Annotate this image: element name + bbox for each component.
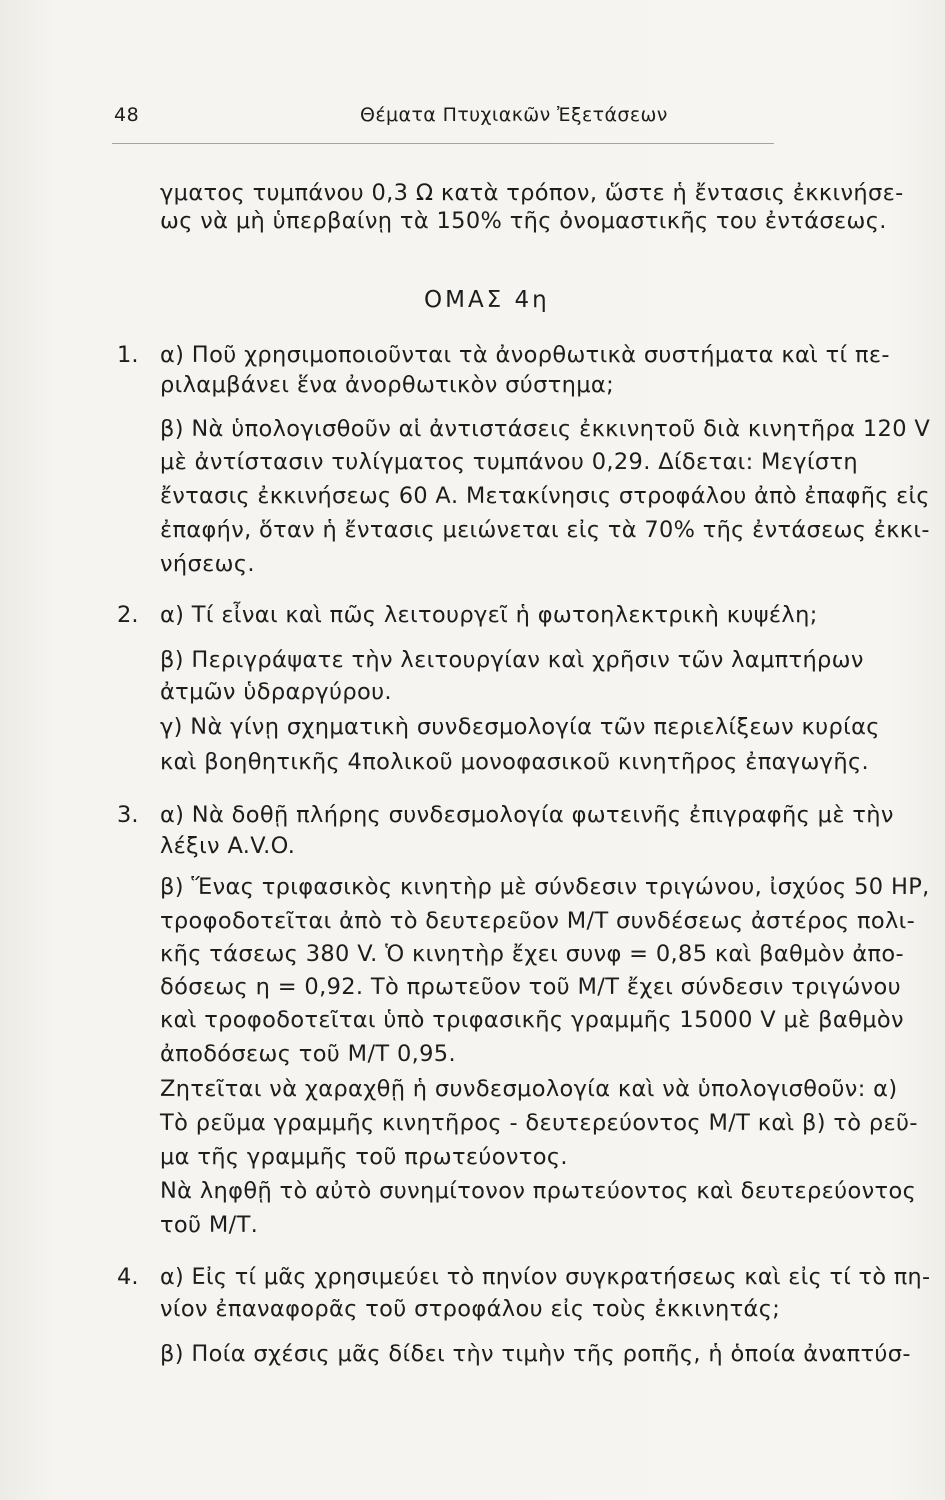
question-3b-line-3: κῆς τάσεως 380 V. Ὁ κινητὴρ ἔχει συνφ = 0,85 καὶ βαθμὸν ἀπο- [160,941,905,967]
question-3b-line-1: β) Ἕνας τριφασικὸς κινητὴρ μὲ σύνδεσιν τριγώνου, ἰσχύος 50 HP, [160,874,930,900]
question-2b-line-2: ἀτμῶν ὑδραργύρου. [160,679,392,705]
question-3-number: 3. [117,802,139,828]
question-3b-line-9: μα τῆς γραμμῆς τοῦ πρωτεύοντος. [160,1144,568,1170]
intro-line-1: γματος τυμπάνου 0,3 Ω κατὰ τρόπον, ὥστε ἡ ἔντασις ἐκκινήσε- [160,180,904,206]
question-3b-line-6: ἀποδόσεως τοῦ Μ/Τ 0,95. [160,1041,456,1067]
question-3b-line-5: καὶ τροφοδοτεῖται ὑπὸ τριφασικῆς γραμμῆς 15000 V μὲ βαθμὸν [160,1007,904,1033]
question-4-number: 4. [117,1264,139,1290]
question-1b-line-4: ἐπαφήν, ὅταν ἡ ἔντασις μειώνεται εἰς τὰ 70% τῆς ἐντάσεως ἐκκι- [160,517,930,543]
question-4a-line-2: νίον ἐπαναφορᾶς τοῦ στροφάλου εἰς τοὺς ἐκκινητάς; [160,1296,781,1322]
intro-line-2: ως νὰ μὴ ὑπερβαίνῃ τὰ 150% τῆς ὀνομαστικῆς του ἐντάσεως. [160,208,887,234]
question-3b-line-7: Ζητεῖται νὰ χαραχθῇ ἡ συνδεσμολογία καὶ νὰ ὑπολογισθοῦν: α) [160,1076,898,1102]
question-2c-line-1: γ) Νὰ γίνῃ σχηματικὴ συνδεσμολογία τῶν περιελίξεων κυρίας [160,714,880,740]
question-1b-line-3: ἔντασις ἐκκινήσεως 60 Α. Μετακίνησις στροφάλου ἀπὸ ἐπαφῆς εἰς [160,483,930,509]
question-3b-line-10: Νὰ ληφθῇ τὸ αὐτὸ συνημίτονον πρωτεύοντος καὶ δευτερεύοντος [160,1178,917,1204]
page-number: 48 [114,104,140,126]
question-1b-line-1: β) Νὰ ὑπολογισθοῦν αἱ ἀντιστάσεις ἐκκινητοῦ διὰ κινητῆρα 120 V [160,416,931,442]
running-title: Θέματα Πτυχιακῶν Ἐξετάσεων [360,104,668,126]
question-4a-line-1: α) Εἰς τί μᾶς χρησιμεύει τὸ πηνίον συγκρατήσεως καὶ εἰς τί τὸ πη- [160,1264,931,1290]
question-1b-line-5: νήσεως. [160,551,255,577]
question-3b-line-8: Τὸ ρεῦμα γραμμῆς κινητῆρος - δευτερεύοντος Μ/Τ καὶ β) τὸ ρεῦ- [160,1110,918,1136]
question-1a-line-2: ριλαμβάνει ἕνα ἀνορθωτικὸν σύστημα; [160,372,615,398]
question-2a-line-1: α) Τί εἶναι καὶ πῶς λειτουργεῖ ἡ φωτοηλεκτρικὴ κυψέλη; [160,602,818,628]
question-1b-line-2: μὲ ἀντίστασιν τυλίγματος τυμπάνου 0,29. Δίδεται: Μεγίστη [160,449,859,475]
question-3a-line-1: α) Νὰ δοθῇ πλήρης συνδεσμολογία φωτεινῆς ἐπιγραφῆς μὲ τὴν [160,802,894,828]
question-3b-line-11: τοῦ Μ/Τ. [160,1212,259,1238]
question-4b-line-1: β) Ποία σχέσις μᾶς δίδει τὴν τιμὴν τῆς ροπῆς, ἡ ὁποία ἀναπτύσ- [160,1341,911,1367]
question-3b-line-2: τροφοδοτεῖται ἀπὸ τὸ δευτερεῦον Μ/Τ συνδέσεως ἀστέρος πολι- [160,908,916,934]
group-heading: ΟΜΑΣ 4η [424,287,550,313]
question-2c-line-2: καὶ βοηθητικῆς 4πολικοῦ μονοφασικοῦ κινητῆρος ἐπαγωγῆς. [160,749,870,775]
question-2b-line-1: β) Περιγράψατε τὴν λειτουργίαν καὶ χρῆσιν τῶν λαμπτήρων [160,647,864,673]
question-3b-line-4: δόσεως η = 0,92. Τὸ πρωτεῦον τοῦ Μ/Τ ἔχει σύνδεσιν τριγώνου [160,974,901,1000]
question-1-number: 1. [117,342,139,368]
question-3a-line-2: λέξιν A.V.O. [160,833,296,859]
question-1a-line-1: α) Ποῦ χρησιμοποιοῦνται τὰ ἀνορθωτικὰ συστήματα καὶ τί πε- [160,342,890,368]
question-2-number: 2. [117,602,139,628]
